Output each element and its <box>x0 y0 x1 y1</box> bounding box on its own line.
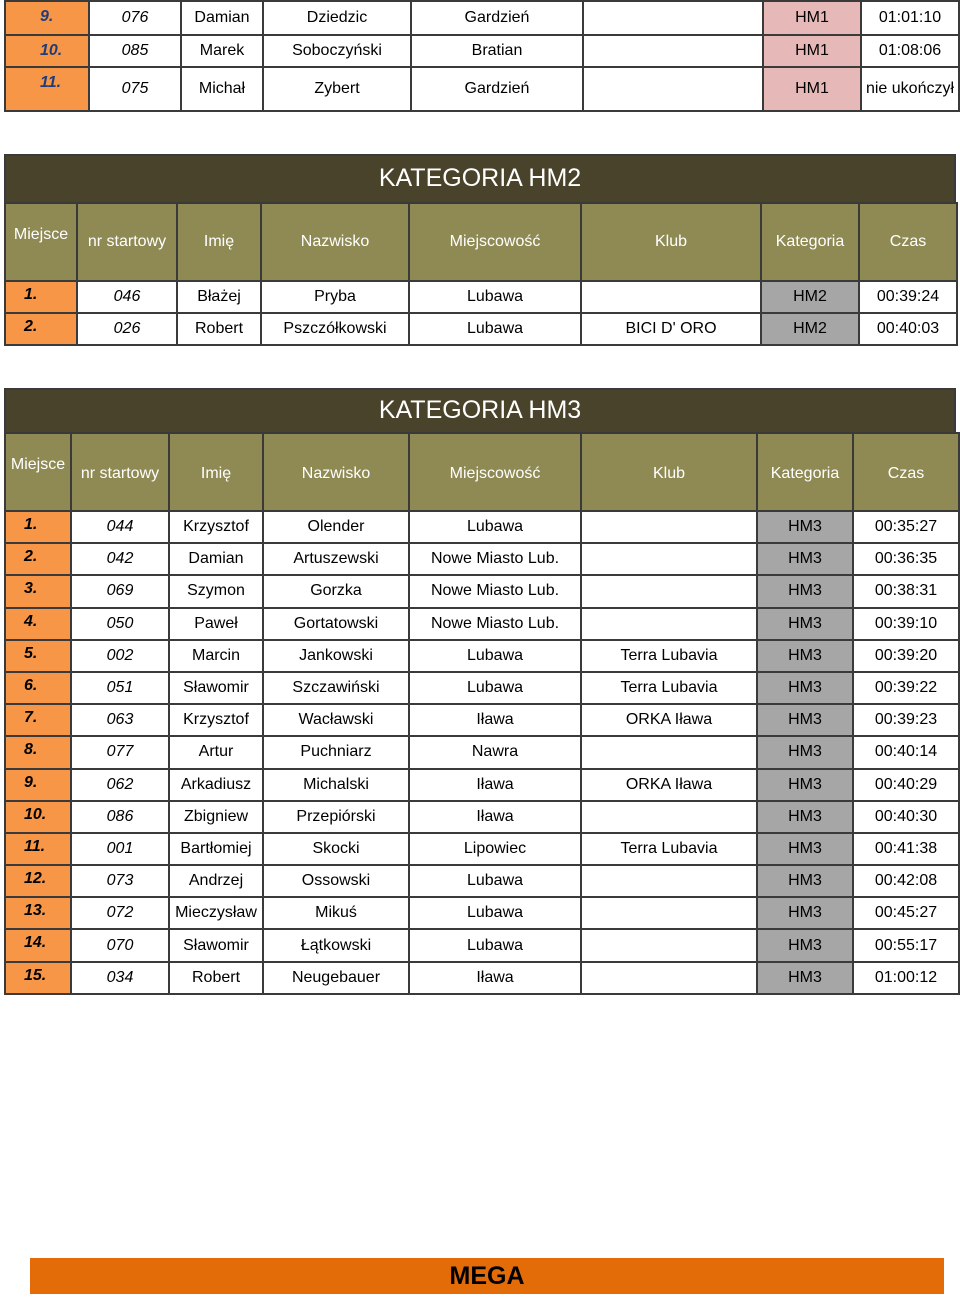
column-header-start-number: nr startowy <box>77 203 177 281</box>
town-cell: Lubawa <box>409 897 581 929</box>
town-cell: Bratian <box>411 35 583 67</box>
town-cell: Lipowiec <box>409 833 581 865</box>
last-name-cell: Ossowski <box>263 865 409 897</box>
club-cell <box>583 67 763 111</box>
category-cell: HM3 <box>757 575 853 607</box>
start-number-cell: 075 <box>89 67 181 111</box>
last-name-cell: Puchniarz <box>263 736 409 768</box>
start-number-cell: 062 <box>71 769 169 801</box>
table-row <box>5 640 959 672</box>
time-cell: 00:40:03 <box>859 313 957 345</box>
place-cell: 9. <box>5 769 71 801</box>
club-cell <box>583 1 763 35</box>
time-cell: 00:39:20 <box>853 640 959 672</box>
town-cell: Iława <box>409 962 581 994</box>
category-cell: HM3 <box>757 640 853 672</box>
column-header-last-name: Nazwisko <box>263 433 409 511</box>
first-name-cell: Sławomir <box>169 672 263 704</box>
table-row <box>5 67 959 111</box>
last-name-cell: Olender <box>263 511 409 543</box>
column-header-club: Klub <box>581 433 757 511</box>
last-name-cell: Łątkowski <box>263 929 409 961</box>
last-name-cell: Gorzka <box>263 575 409 607</box>
last-name-cell: Skocki <box>263 833 409 865</box>
time-cell: 00:39:23 <box>853 704 959 736</box>
club-cell <box>581 962 757 994</box>
category-cell: HM3 <box>757 929 853 961</box>
club-cell <box>581 575 757 607</box>
column-header-category: Kategoria <box>761 203 859 281</box>
table-row <box>5 672 959 704</box>
start-number-cell: 085 <box>89 35 181 67</box>
category-cell: HM3 <box>757 897 853 929</box>
start-number-cell: 002 <box>71 640 169 672</box>
town-cell: Nowe Miasto Lub. <box>409 575 581 607</box>
start-number-cell: 086 <box>71 801 169 833</box>
town-cell: Lubawa <box>409 929 581 961</box>
club-cell: Terra Lubavia <box>581 833 757 865</box>
place-cell: 15. <box>5 962 71 994</box>
last-name-cell: Neugebauer <box>263 962 409 994</box>
category-cell: HM3 <box>757 704 853 736</box>
town-cell: Gardzień <box>411 67 583 111</box>
column-header-category: Kategoria <box>757 433 853 511</box>
table-row <box>5 1 959 35</box>
time-cell: 00:55:17 <box>853 929 959 961</box>
hm1-results-table <box>4 0 960 112</box>
table-row <box>5 801 959 833</box>
column-header-town: Miejscowość <box>409 203 581 281</box>
time-cell: 01:08:06 <box>861 35 959 67</box>
town-cell: Iława <box>409 704 581 736</box>
table-row <box>5 313 957 345</box>
time-cell: 00:39:10 <box>853 608 959 640</box>
first-name-cell: Marek <box>181 35 263 67</box>
time-cell: 01:01:10 <box>861 1 959 35</box>
time-cell: 00:45:27 <box>853 897 959 929</box>
hm3-results-table <box>4 432 960 995</box>
category-cell: HM3 <box>757 543 853 575</box>
start-number-cell: 001 <box>71 833 169 865</box>
club-cell: Terra Lubavia <box>581 672 757 704</box>
category-cell: HM2 <box>761 281 859 313</box>
town-cell: Lubawa <box>409 281 581 313</box>
town-cell: Lubawa <box>409 313 581 345</box>
column-header-time: Czas <box>853 433 959 511</box>
club-cell: ORKA Iława <box>581 769 757 801</box>
first-name-cell: Sławomir <box>169 929 263 961</box>
category-cell: HM3 <box>757 511 853 543</box>
club-cell <box>581 511 757 543</box>
start-number-cell: 042 <box>71 543 169 575</box>
place-cell: 13. <box>5 897 71 929</box>
start-number-cell: 073 <box>71 865 169 897</box>
table-row <box>5 608 959 640</box>
last-name-cell: Mikuś <box>263 897 409 929</box>
place-cell: 6. <box>5 672 71 704</box>
table-row <box>5 736 959 768</box>
hm2-results-table <box>4 202 958 346</box>
time-cell: 00:35:27 <box>853 511 959 543</box>
table-row <box>5 511 959 543</box>
category-hm3-title: KATEGORIA HM3 <box>4 388 956 434</box>
first-name-cell: Szymon <box>169 575 263 607</box>
category-cell: HM3 <box>757 736 853 768</box>
last-name-cell: Zybert <box>263 67 411 111</box>
category-cell: HM3 <box>757 608 853 640</box>
last-name-cell: Gortatowski <box>263 608 409 640</box>
town-cell: Lubawa <box>409 865 581 897</box>
start-number-cell: 044 <box>71 511 169 543</box>
first-name-cell: Andrzej <box>169 865 263 897</box>
column-header-club: Klub <box>581 203 761 281</box>
town-cell: Lubawa <box>409 672 581 704</box>
category-cell: HM3 <box>757 769 853 801</box>
town-cell: Lubawa <box>409 511 581 543</box>
time-cell: 00:40:30 <box>853 801 959 833</box>
place-cell: 9. <box>5 1 89 35</box>
start-number-cell: 076 <box>89 1 181 35</box>
start-number-cell: 063 <box>71 704 169 736</box>
last-name-cell: Jankowski <box>263 640 409 672</box>
start-number-cell: 077 <box>71 736 169 768</box>
category-hm2-title: KATEGORIA HM2 <box>4 154 956 204</box>
club-cell <box>581 608 757 640</box>
time-cell: nie ukończył <box>861 67 959 111</box>
last-name-cell: Wacławski <box>263 704 409 736</box>
place-cell: 4. <box>5 608 71 640</box>
first-name-cell: Artur <box>169 736 263 768</box>
last-name-cell: Szczawiński <box>263 672 409 704</box>
table-row <box>5 897 959 929</box>
start-number-cell: 046 <box>77 281 177 313</box>
category-cell: HM1 <box>763 67 861 111</box>
time-cell: 00:39:24 <box>859 281 957 313</box>
time-cell: 00:39:22 <box>853 672 959 704</box>
time-cell: 00:41:38 <box>853 833 959 865</box>
last-name-cell: Michalski <box>263 769 409 801</box>
first-name-cell: Damian <box>169 543 263 575</box>
mega-category-banner: MEGA <box>30 1258 944 1294</box>
last-name-cell: Artuszewski <box>263 543 409 575</box>
category-cell: HM3 <box>757 962 853 994</box>
table-row <box>5 575 959 607</box>
first-name-cell: Robert <box>177 313 261 345</box>
column-header-first-name: Imię <box>177 203 261 281</box>
place-cell: 5. <box>5 640 71 672</box>
club-cell <box>581 543 757 575</box>
town-cell: Iława <box>409 769 581 801</box>
town-cell: Iława <box>409 801 581 833</box>
category-cell: HM3 <box>757 801 853 833</box>
column-header-place: Miejsce <box>5 433 71 511</box>
category-cell: HM2 <box>761 313 859 345</box>
start-number-cell: 050 <box>71 608 169 640</box>
time-cell: 00:40:29 <box>853 769 959 801</box>
town-cell: Gardzień <box>411 1 583 35</box>
club-cell <box>581 801 757 833</box>
category-cell: HM3 <box>757 865 853 897</box>
place-cell: 11. <box>5 833 71 865</box>
table-row <box>5 769 959 801</box>
town-cell: Nowe Miasto Lub. <box>409 543 581 575</box>
last-name-cell: Soboczyński <box>263 35 411 67</box>
town-cell: Nawra <box>409 736 581 768</box>
first-name-cell: Marcin <box>169 640 263 672</box>
club-cell <box>581 865 757 897</box>
start-number-cell: 026 <box>77 313 177 345</box>
category-cell: HM3 <box>757 833 853 865</box>
table-row <box>5 35 959 67</box>
first-name-cell: Błażej <box>177 281 261 313</box>
club-cell <box>581 281 761 313</box>
table-header-row <box>5 433 959 511</box>
category-cell: HM3 <box>757 672 853 704</box>
place-cell: 1. <box>5 281 77 313</box>
club-cell: Terra Lubavia <box>581 640 757 672</box>
column-header-start-number: nr startowy <box>71 433 169 511</box>
time-cell: 00:36:35 <box>853 543 959 575</box>
first-name-cell: Arkadiusz <box>169 769 263 801</box>
table-row <box>5 833 959 865</box>
category-cell: HM1 <box>763 1 861 35</box>
first-name-cell: Krzysztof <box>169 704 263 736</box>
place-cell: 3. <box>5 575 71 607</box>
club-cell: ORKA Iława <box>581 704 757 736</box>
start-number-cell: 051 <box>71 672 169 704</box>
place-cell: 2. <box>5 313 77 345</box>
table-row <box>5 704 959 736</box>
place-cell: 10. <box>5 35 89 67</box>
last-name-cell: Pryba <box>261 281 409 313</box>
table-row <box>5 865 959 897</box>
start-number-cell: 072 <box>71 897 169 929</box>
table-header-row <box>5 203 957 281</box>
hm1-rows <box>5 1 959 111</box>
first-name-cell: Mieczysław <box>169 897 263 929</box>
place-cell: 2. <box>5 543 71 575</box>
place-cell: 12. <box>5 865 71 897</box>
hm3-rows <box>5 511 959 994</box>
last-name-cell: Przepiórski <box>263 801 409 833</box>
start-number-cell: 070 <box>71 929 169 961</box>
column-header-last-name: Nazwisko <box>261 203 409 281</box>
club-cell: BICI D' ORO <box>581 313 761 345</box>
table-row <box>5 962 959 994</box>
club-cell <box>581 736 757 768</box>
town-cell: Lubawa <box>409 640 581 672</box>
column-header-time: Czas <box>859 203 957 281</box>
club-cell <box>581 929 757 961</box>
category-cell: HM1 <box>763 35 861 67</box>
last-name-cell: Dziedzic <box>263 1 411 35</box>
place-cell: 7. <box>5 704 71 736</box>
first-name-cell: Paweł <box>169 608 263 640</box>
town-cell: Nowe Miasto Lub. <box>409 608 581 640</box>
column-header-first-name: Imię <box>169 433 263 511</box>
first-name-cell: Michał <box>181 67 263 111</box>
table-row <box>5 929 959 961</box>
last-name-cell: Pszczółkowski <box>261 313 409 345</box>
time-cell: 01:00:12 <box>853 962 959 994</box>
table-row <box>5 543 959 575</box>
place-cell: 14. <box>5 929 71 961</box>
club-cell <box>581 897 757 929</box>
column-header-town: Miejscowość <box>409 433 581 511</box>
start-number-cell: 034 <box>71 962 169 994</box>
place-cell: 10. <box>5 801 71 833</box>
time-cell: 00:40:14 <box>853 736 959 768</box>
time-cell: 00:38:31 <box>853 575 959 607</box>
start-number-cell: 069 <box>71 575 169 607</box>
place-cell: 11. <box>5 67 89 111</box>
first-name-cell: Zbigniew <box>169 801 263 833</box>
club-cell <box>583 35 763 67</box>
first-name-cell: Krzysztof <box>169 511 263 543</box>
place-cell: 1. <box>5 511 71 543</box>
place-cell: 8. <box>5 736 71 768</box>
time-cell: 00:42:08 <box>853 865 959 897</box>
first-name-cell: Robert <box>169 962 263 994</box>
column-header-place: Miejsce <box>5 203 77 281</box>
table-row <box>5 281 957 313</box>
first-name-cell: Bartłomiej <box>169 833 263 865</box>
first-name-cell: Damian <box>181 1 263 35</box>
